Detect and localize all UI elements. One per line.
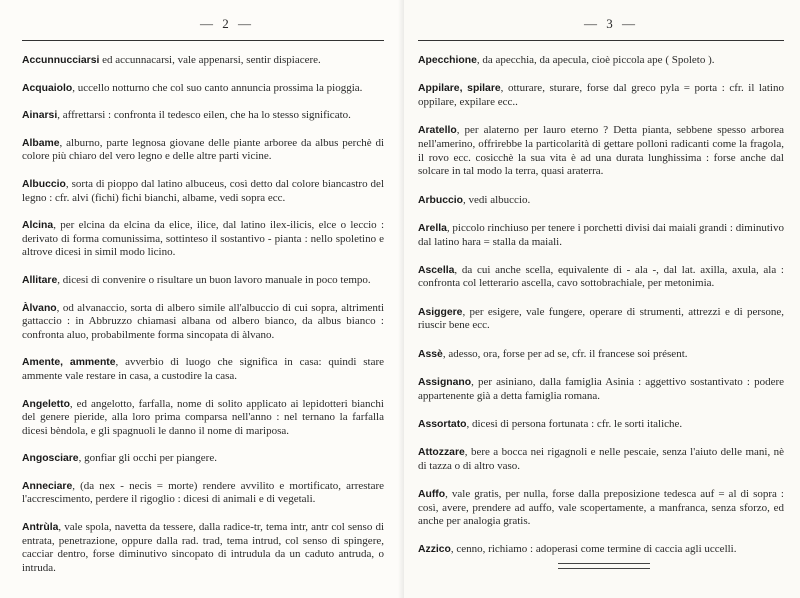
- dictionary-entry: [22, 302, 384, 343]
- entry-definition: , uccello notturno che col suo canto annuncia prossima la pioggia.: [72, 81, 363, 94]
- entry-headword: Apecchione: [418, 55, 477, 66]
- entry-definition: , per asiniano, dalla famiglia Asinia : aggettivo sostantivato : podere appartenente già a detta famiglia romana.: [418, 375, 784, 402]
- entry-definition: , sorta di pioppo dal latino albuceus, così detto dal colore biancastro del legno : cfr. alvi (fichi) fichi bianchi, albame, vedi sopra ecc.: [22, 177, 384, 204]
- entry-headword: Angeletto: [22, 398, 70, 410]
- dictionary-entry: [22, 452, 384, 466]
- entry-definition: , otturare, sturare, forse dal greco pyla = porta : cfr. il latino oppilare, expilare ecc..: [418, 82, 784, 108]
- entry-definition: , piccolo rinchiuso per tenere i porchetti divisi dai maiali grandi : diminutivo dal latino hara = stalla da maiali.: [418, 221, 784, 248]
- entry-headword: Albuccio: [22, 178, 66, 190]
- entry-definition: , adesso, ora, forse per ad se, cfr. il francese soi présent.: [442, 347, 688, 360]
- entry-definition: , per esigere, vale fungere, operare di strumenti, attrezzi e di persone, riuscir bene ecc.: [418, 305, 784, 332]
- entry-definition: , ed angelotto, farfalla, nome di solito applicato ai lepidotteri bianchi del genere pieride, alla loro prima comparsa nell'anno : nel ternano la farfalla dicesi bèndola, e gli spagnuoli le danno il nome di mariposa.: [22, 397, 384, 437]
- entry-definition: , vale spola, navetta da tessere, dalla radice-tr, tema intr, antr col senso di entrata, penetrazione, oppure dalla rad. trad, tema intrud, col senso di spingere, cacciar dentro, forse diminutivo sincopato di intrudula da un caduto antruda, o intruda.: [22, 521, 384, 574]
- dictionary-entry: [22, 109, 384, 123]
- dictionary-entry: [418, 264, 784, 292]
- dictionary-entry: [22, 274, 384, 288]
- header-rule: [418, 40, 784, 41]
- dictionary-entry: [22, 521, 384, 575]
- entry-headword: Arbuccio: [418, 194, 464, 206]
- dictionary-entry: [418, 446, 784, 474]
- entry-definition: , cenno, richiamo : adoperasi come termine di caccia agli uccelli.: [450, 543, 737, 556]
- dictionary-entry: [418, 418, 784, 432]
- entry-headword: Angosciare: [22, 453, 79, 465]
- page-number: — 3 —: [584, 16, 638, 31]
- entry-headword: Anneciare: [22, 480, 73, 492]
- entry-headword: Antrùla: [22, 522, 59, 534]
- dictionary-entry: [22, 480, 384, 507]
- entry-definition: , per elcina da elcina da elice, ilice, dal latino ilex-ilicis, elce o leccio : derivato di forma comunissima, sottinteso il sostantivo - pianta : nello spoletino e altrove dicesi in simil modo licino.: [22, 219, 384, 259]
- entry-definition: , gonfiar gli occhi per piangere.: [78, 452, 217, 465]
- right-page: [404, 0, 800, 598]
- entry-headword: Attozzare: [418, 446, 465, 458]
- entry-definition: , dicesi di convenire o risultare un buon lavoro manuale in poco tempo.: [57, 273, 371, 286]
- entry-definition: , bere a bocca nei rigagnoli e nelle pescaie, senza l'aiuto delle mani, nè di tazza o di altro vaso.: [418, 445, 784, 472]
- dictionary-entry: [418, 124, 784, 179]
- dictionary-entry: [22, 54, 384, 68]
- dictionary-entry: [418, 376, 784, 404]
- dictionary-entry: [418, 82, 784, 110]
- entry-headword: Assortato: [418, 418, 467, 430]
- dictionary-entry: [418, 222, 784, 250]
- entry-headword: Asiggere: [418, 306, 463, 318]
- dictionary-entry: [22, 219, 384, 260]
- entry-definition: , dicesi di persona fortunata : cfr. le sorti italiche.: [466, 417, 683, 430]
- dictionary-entry: [418, 306, 784, 334]
- entry-headword: Acquaiolo: [22, 82, 73, 94]
- entry-headword: Albame: [22, 137, 60, 149]
- entry-definition: , da cui anche scella, equivalente di - ala -, dal lat. axilla, axula, ala : confronta col letterario ascella, cavo sottobrachiale, per metonimia.: [418, 263, 784, 290]
- page-number: — 2 —: [200, 16, 254, 31]
- entry-headword: Ascella: [418, 264, 455, 276]
- dictionary-entry: [22, 356, 384, 383]
- entry-definition: , od alvanaccio, sorta di albero simile all'albuccio di cui sopra, altrimenti gattaccio : in Abbruzzo chiamasi albana od albero bianco, da albus bianco : confronta aluo, probabilmente forma sincopata di àlvano.: [22, 301, 384, 341]
- dictionary-entry: [418, 194, 784, 208]
- dictionary-entry: [418, 543, 784, 557]
- entry-definition: , (da nex - necis = morte) rendere avvilito e mortificato, arrestare l'accrescimento, perdere il rigoglio : dicesi di animali e di vegetali.: [22, 479, 384, 506]
- dictionary-entry: [418, 54, 784, 68]
- entry-headword: Azzico: [418, 544, 451, 556]
- dictionary-entries: [22, 54, 384, 589]
- entry-headword: Accunnucciarsi: [22, 55, 100, 66]
- entry-headword: Alcina: [22, 220, 54, 232]
- entry-headword: Àlvano: [22, 302, 57, 314]
- dictionary-entry: [22, 82, 384, 96]
- dictionary-entry: [22, 398, 384, 439]
- dictionary-entry: [22, 178, 384, 205]
- entry-headword: Amente, ammente: [22, 357, 116, 369]
- entry-headword: Allitare: [22, 274, 58, 286]
- dictionary-entry: [418, 348, 784, 362]
- entry-definition: , alburno, parte legnosa giovane delle piante arboree da albus perchè di colore più chiaro del vero legno e delle altre parti vicine.: [22, 136, 384, 163]
- dictionary-entry: [418, 488, 784, 529]
- end-double-rule: [558, 563, 650, 569]
- entry-headword: Ainarsi: [22, 110, 58, 122]
- header-rule: [22, 40, 384, 41]
- entry-definition: , affrettarsi : confronta il tedesco eilen, che ha lo stesso significato.: [57, 109, 351, 122]
- dictionary-entries: [418, 54, 784, 572]
- entry-definition: , vedi albuccio.: [463, 193, 531, 206]
- entry-definition: , avverbio di luogo che significa in casa: quindi stare ammente vale restare in casa, a custodire la casa.: [22, 356, 384, 382]
- entry-headword: Aratello: [418, 125, 457, 137]
- entry-definition: , per alaterno per lauro eterno ? Detta pianta, sebbene spesso arborea nell'amerino, offrirebbe la particolarità di gettare polloni radicanti come la fragola, il rovo ecc. cosicchè la sua vita è ad una durata lunghissima : forse anche dal solcare in tal modo la terra, quasi araterra.: [418, 124, 784, 178]
- entry-definition: , vale gratis, per nulla, forse dalla preposizione tedesca auf = al di sopra : così, avere, prendere ad auffo, vale scopertamente, a manfranca, senza sforzo, ed anche per analogia gratis.: [418, 487, 784, 528]
- entry-definition: ed accunnacarsi, vale appenarsi, sentir dispiacere.: [99, 54, 321, 66]
- entry-headword: Appilare, spilare: [418, 83, 501, 95]
- entry-headword: Auffo: [418, 488, 446, 500]
- entry-headword: Assè: [418, 348, 443, 360]
- dictionary-entry: [22, 137, 384, 164]
- entry-headword: Arella: [418, 222, 447, 234]
- entry-headword: Assignano: [418, 376, 472, 388]
- entry-definition: , da apecchia, da apecula, cioè piccola ape ( Spoleto ).: [476, 54, 715, 66]
